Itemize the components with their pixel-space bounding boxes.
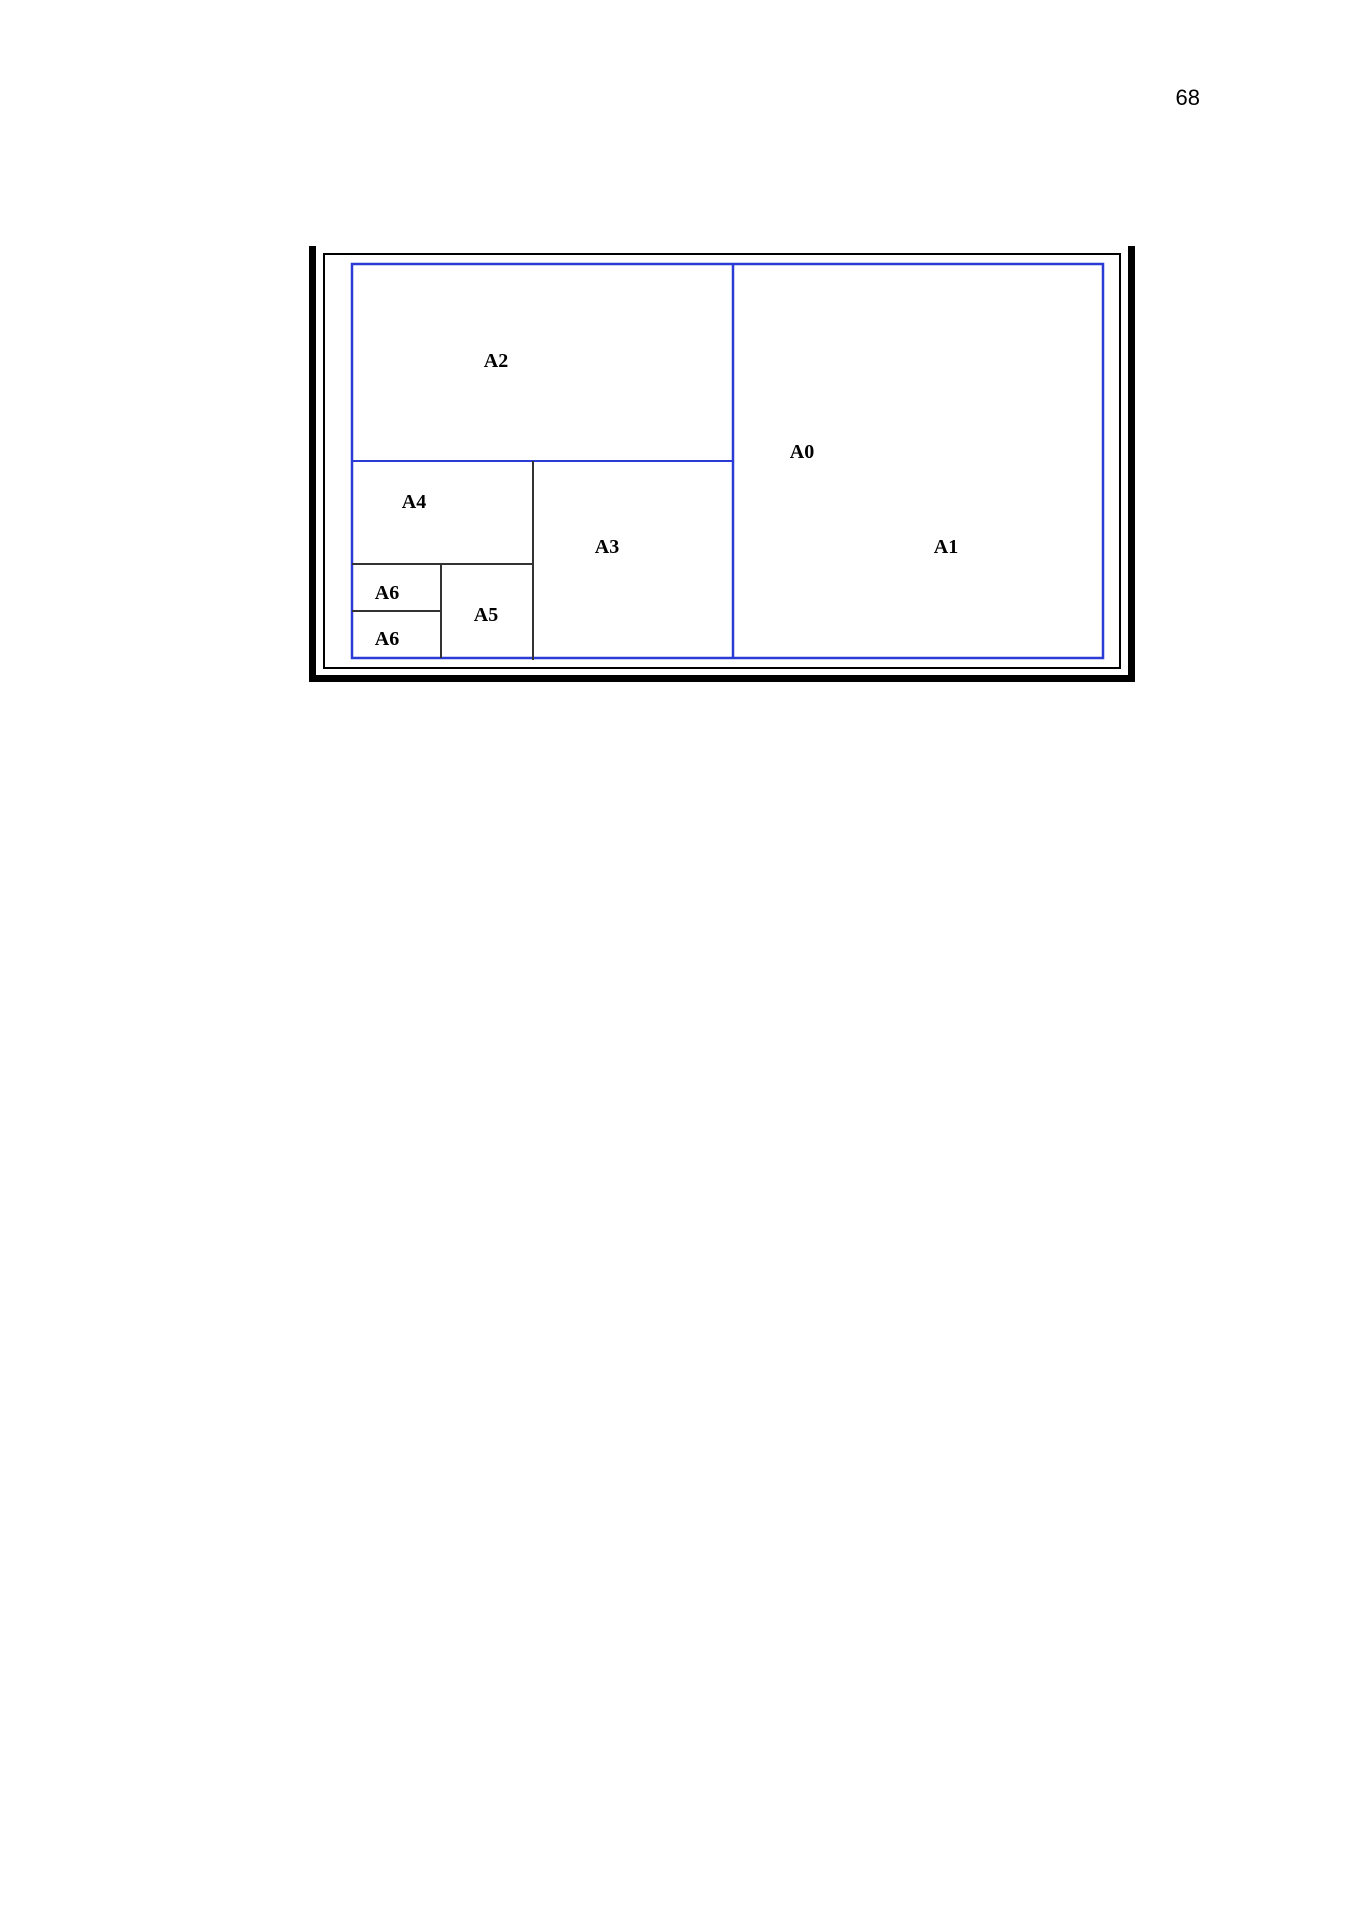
outer-frame-left-bar — [309, 246, 316, 682]
label-a1: A1 — [933, 536, 959, 558]
outer-frame-bottom-bar — [309, 675, 1135, 682]
paper-size-diagram — [309, 246, 1135, 682]
paper-size-diagram-svg — [309, 246, 1135, 682]
label-a0: A0 — [789, 441, 815, 463]
label-a5: A5 — [473, 604, 499, 626]
outer-frame-right-bar — [1128, 246, 1135, 682]
page-number: 68 — [1175, 85, 1200, 110]
label-a6-top: A6 — [374, 582, 400, 604]
figure-background — [309, 246, 1135, 682]
label-a3: A3 — [594, 536, 620, 558]
label-a6-bottom: A6 — [374, 628, 400, 650]
label-a4: A4 — [401, 491, 427, 513]
label-a2: A2 — [483, 350, 509, 372]
